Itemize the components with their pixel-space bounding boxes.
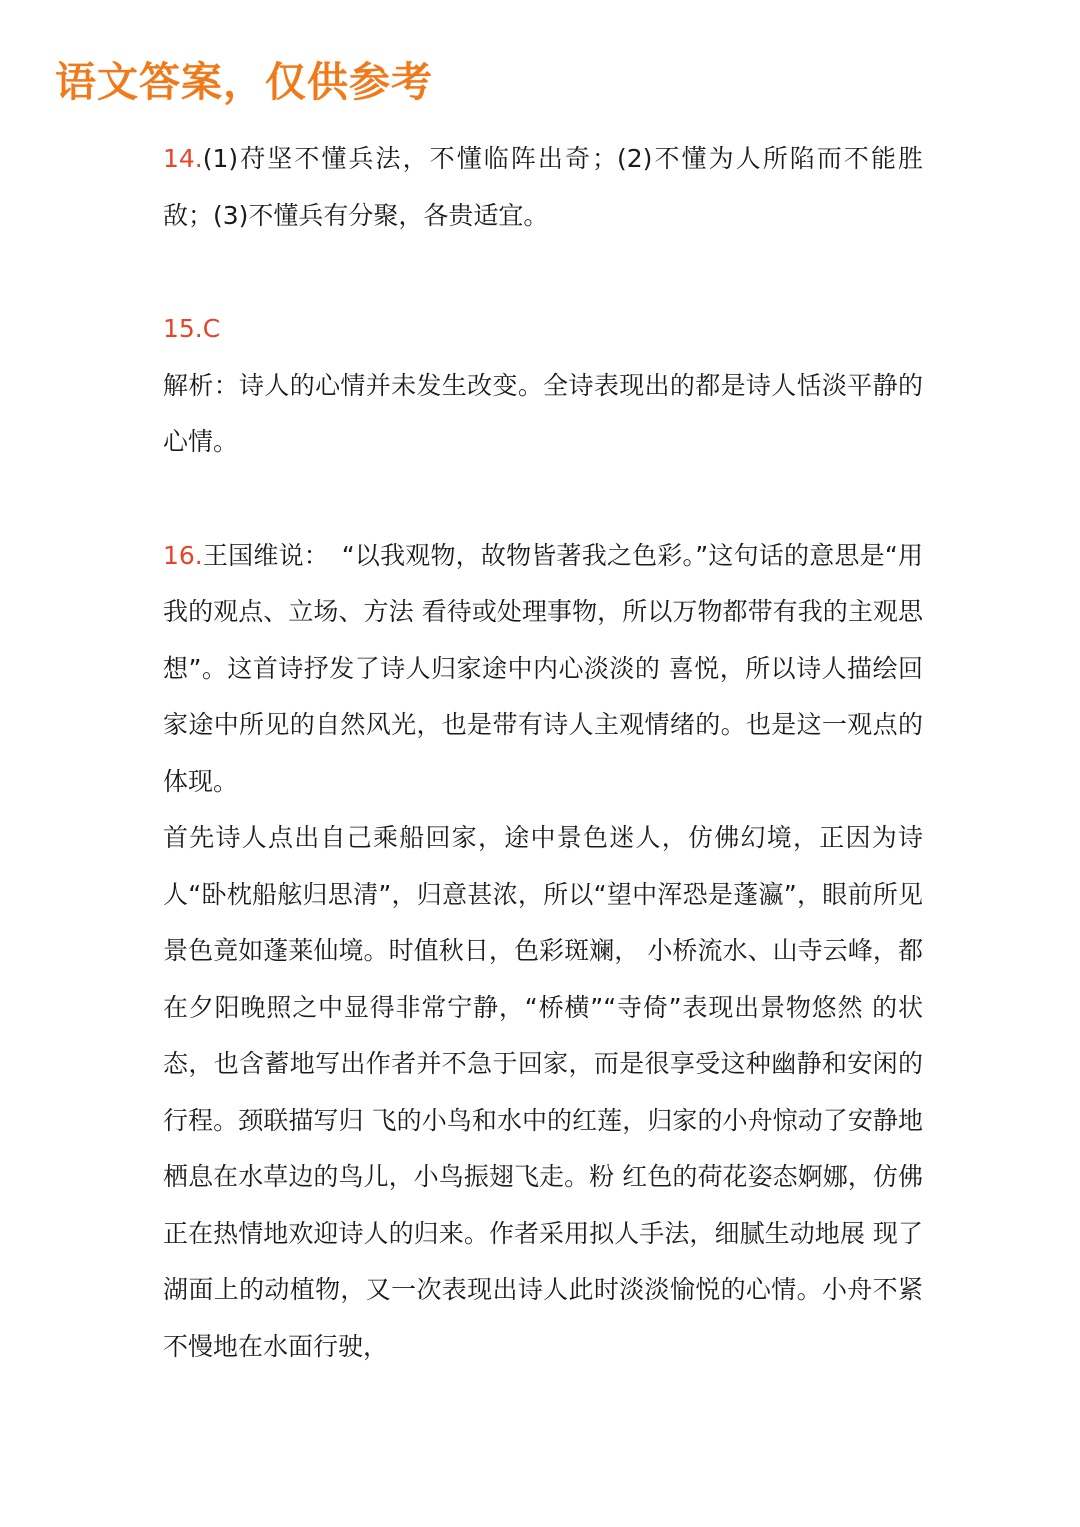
answer-content [163, 131, 923, 1375]
answer-15-analysis: 解析：诗人的心情并未发生改变。全诗表现出的都是诗人恬淡平静的心情。 [163, 370, 923, 456]
answer-choice: C [202, 314, 221, 343]
answer-text: 王国维说： “以我观物，故物皆著我之色彩。”这句话的意思是“用我的观点、立场、方法 看待或处理事物，所以万物都带有我的主观思想”。这首诗抒发了诗人归家途中内心淡淡的 喜悦，所以诗人描绘回家途中所见的自然风光，也是带有诗人主观情绪的。也是这一观点的体现。 [163, 540, 923, 796]
answer-16-analysis: 首先诗人点出自己乘船回家，途中景色迷人，仿佛幻境，正因为诗人“卧枕船舷归思清”，归意甚浓，所以“望中浑恐是蓬瀛”，眼前所见景色竟如蓬莱仙境。时值秋日，色彩斑斓， 小桥流水、山寺云峰，都在夕阳晚照之中显得非常宁静，“桥横”“寺倚”表现出景物悠然 的状态，也含蓄地写出作者并不急于回家，而是很享受这种幽静和安闲的行程。颈联描写归 飞的小鸟和水中的红莲，归家的小舟惊动了安静地栖息在水草边的鸟儿，小鸟振翅飞走。粉 红色的荷花姿态婀娜，仿佛正在热情地欢迎诗人的归来。作者采用拟人手法，细腻生动地展 现了湖面上的动植物，又一次表现出诗人此时淡淡愉悦的心情。小舟不紧不慢地在水面行驶， [163, 823, 923, 1361]
question-number: 14. [163, 144, 203, 173]
answer-16 [163, 528, 923, 811]
answer-text: (1)苻坚不懂兵法，不懂临阵出奇；(2)不懂为人所陷而不能胜敌；(3)不懂兵有分聚，各贵适宜。 [163, 144, 923, 230]
page-title: 语文答案，仅供参考 [55, 58, 433, 106]
answer-15 [163, 301, 923, 358]
spacer [163, 471, 923, 528]
question-number: 16. [163, 540, 203, 570]
spacer [163, 244, 923, 301]
question-number: 15. [163, 314, 203, 343]
answer-14 [163, 131, 923, 244]
